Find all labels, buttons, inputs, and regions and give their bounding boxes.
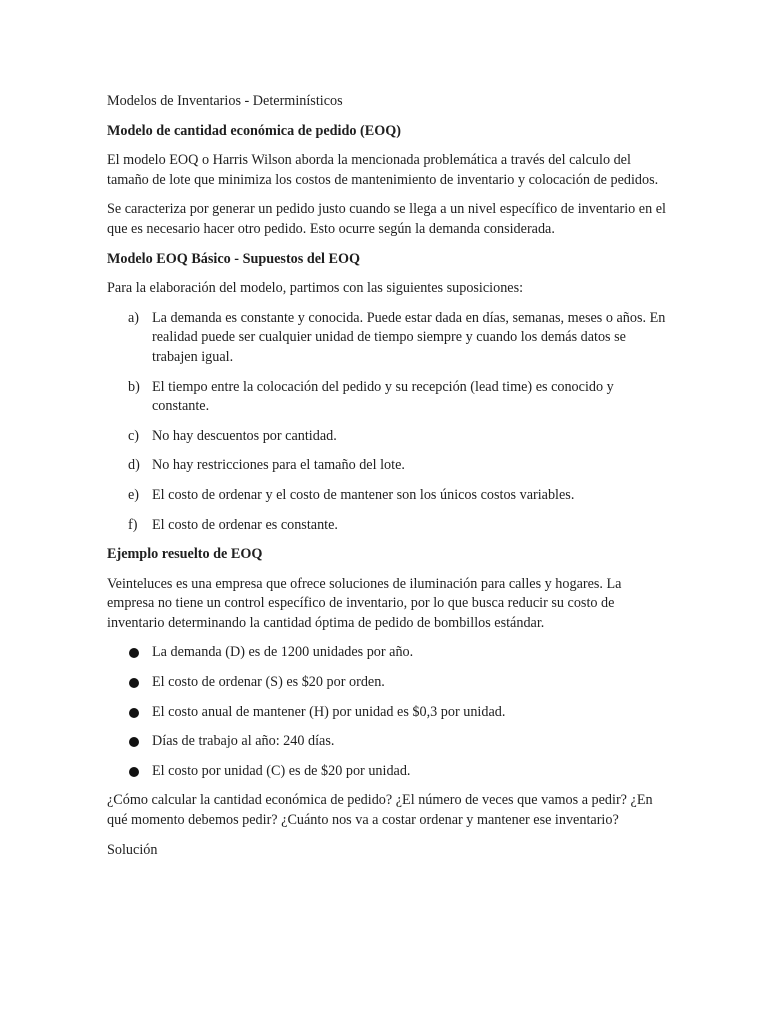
list-marker: b) — [128, 378, 140, 395]
document-body — [107, 92, 667, 870]
list-item — [107, 673, 667, 693]
bullet-icon — [129, 678, 139, 688]
list-item — [107, 643, 667, 663]
list-item-text: El costo por unidad (C) es de $20 por unidad. — [152, 762, 411, 779]
list-item-text: El costo de ordenar (S) es $20 por orden. — [152, 674, 385, 691]
bullet-icon — [129, 767, 139, 777]
list-marker: f) — [128, 516, 138, 533]
list-item-text: El tiempo entre la colocación del pedido y su recepción (lead time) es conocido y constante. — [152, 378, 614, 415]
document-title: Modelos de Inventarios - Determinísticos — [107, 93, 343, 109]
list-item — [107, 732, 667, 752]
list-item — [107, 427, 667, 447]
list-item-text: No hay descuentos por cantidad. — [152, 427, 337, 444]
list-marker: e) — [128, 486, 140, 503]
list-marker: d) — [128, 457, 140, 474]
list-item — [107, 516, 667, 536]
paragraph-example-intro: Veinteluces es una empresa que ofrece soluciones de iluminación para calles y hogares. La empresa no tiene un control específico de inventario, por lo que busca reducir su costo de inventario determinando la cantidad óptima de pedido de bombillos estándar. — [107, 575, 622, 631]
paragraph-questions: ¿Cómo calcular la cantidad económica de pedido? ¿El número de veces que vamos a pedir? ¿En qué momento debemos pedir? ¿Cuánto nos va a costar ordenar y mantener ese inventario? — [107, 792, 653, 829]
list-item — [107, 456, 667, 476]
section-heading-eoq: Modelo de cantidad económica de pedido (EOQ) — [107, 122, 401, 139]
assumptions-list — [107, 309, 667, 535]
paragraph-assumptions-intro: Para la elaboración del modelo, partimos con las siguientes suposiciones: — [107, 280, 524, 297]
list-item-text: El costo anual de mantener (H) por unidad es $0,3 por unidad. — [152, 703, 506, 720]
bullet-icon — [129, 708, 139, 718]
paragraph-eoq-description: El modelo EOQ o Harris Wilson aborda la mencionada problemática a través del calculo del tamaño de lote que minimiza los costos de mantenimiento de inventario y colocación de pedidos. — [107, 152, 659, 188]
list-item — [107, 378, 667, 417]
bullet-icon — [129, 737, 139, 747]
list-item — [107, 486, 667, 506]
list-item — [107, 309, 667, 368]
example-data-list — [107, 643, 667, 781]
paragraph-eoq-characteristics: Se caracteriza por generar un pedido justo cuando se llega a un nivel específico de inventario en el que es necesario hacer otro pedido. Esto ocurre según la demanda considerada. — [107, 201, 666, 237]
list-item-text: La demanda (D) es de 1200 unidades por año. — [152, 644, 414, 661]
list-item-text: El costo de ordenar y el costo de mantener son los únicos costos variables. — [152, 486, 575, 503]
list-marker: a) — [128, 309, 140, 326]
list-item-text: El costo de ordenar es constante. — [152, 516, 338, 533]
list-marker: c) — [128, 427, 140, 444]
section-heading-assumptions: Modelo EOQ Básico - Supuestos del EOQ — [107, 250, 361, 267]
section-heading-example: Ejemplo resuelto de EOQ — [107, 546, 263, 563]
bullet-icon — [129, 648, 139, 658]
solution-label: Solución — [107, 841, 158, 858]
list-item-text: La demanda es constante y conocida. Puede estar dada en días, semanas, meses o años. En realidad puede ser cualquier unidad de tiempo siempre y cuando los demás datos se trabajen igual. — [152, 309, 666, 365]
list-item — [107, 703, 667, 723]
list-item-text: Días de trabajo al año: 240 días. — [152, 733, 335, 750]
list-item-text: No hay restricciones para el tamaño del lote. — [152, 457, 405, 474]
list-item — [107, 762, 667, 782]
